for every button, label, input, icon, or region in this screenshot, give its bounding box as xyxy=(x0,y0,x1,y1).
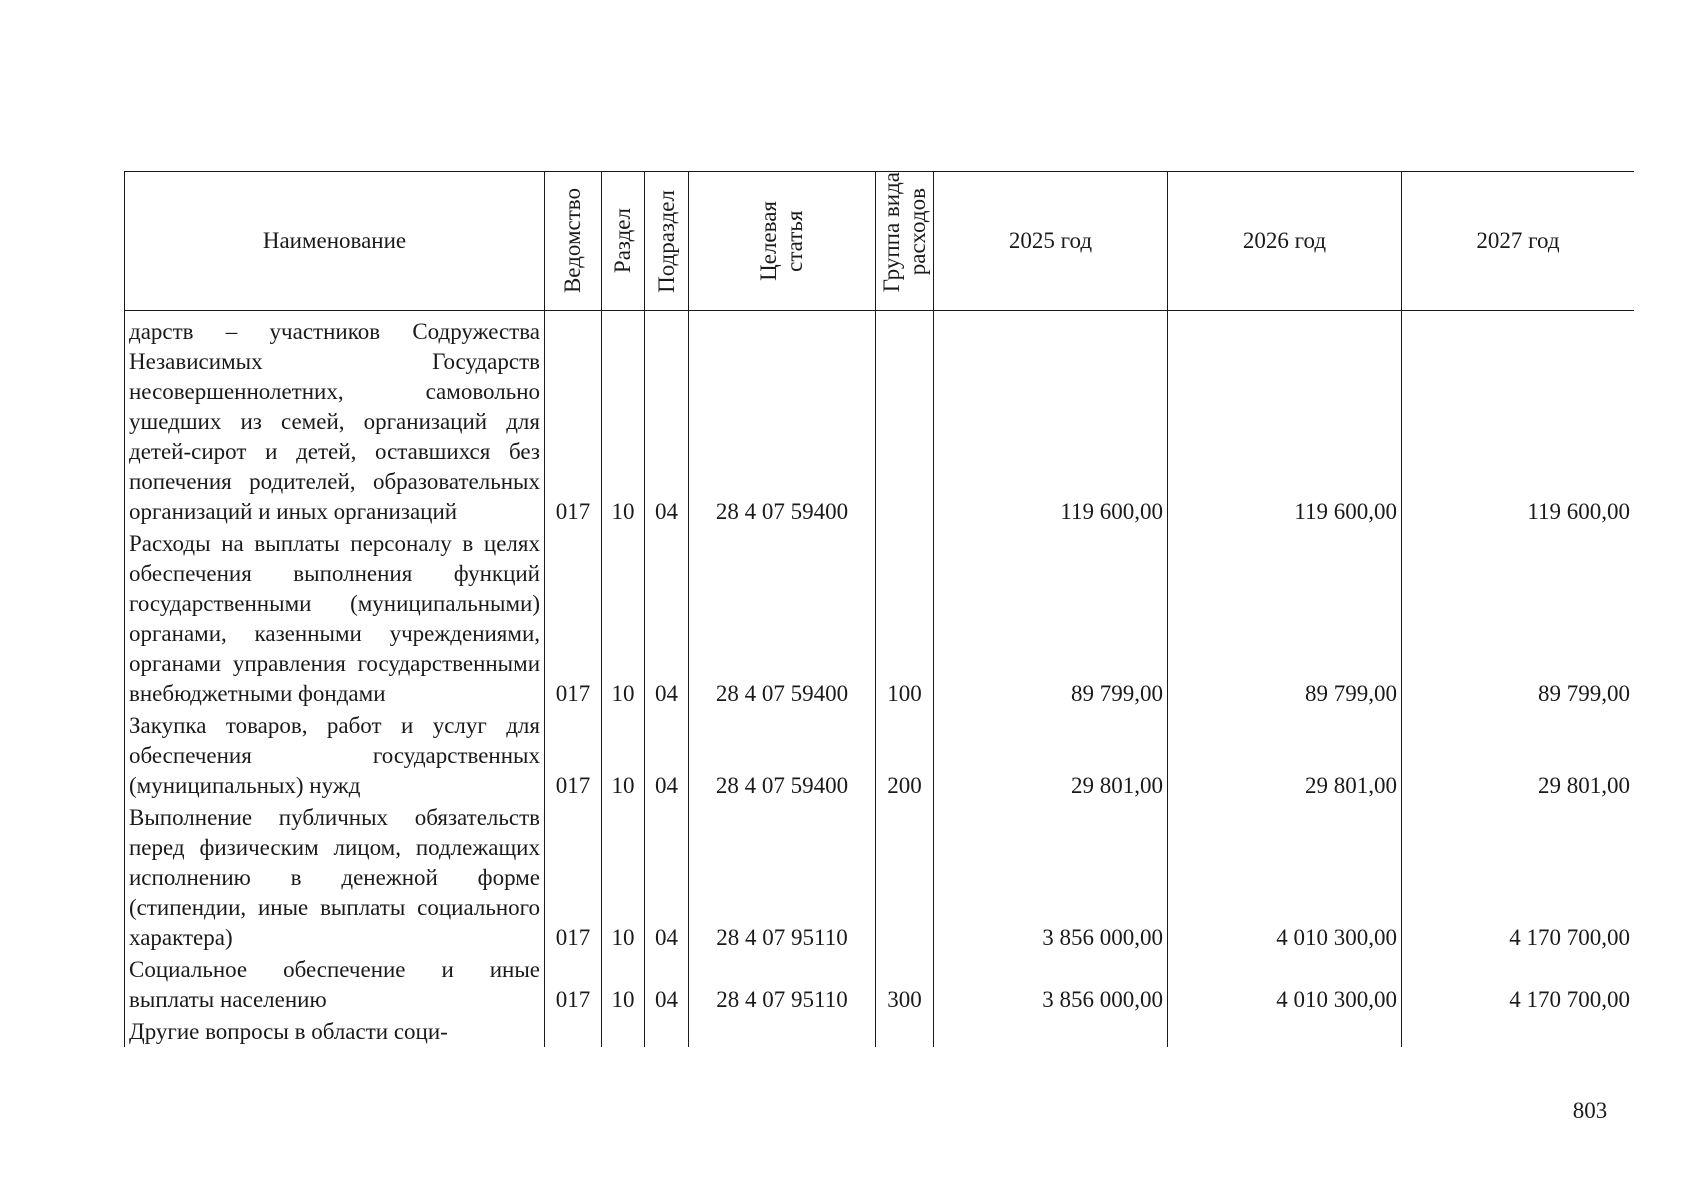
row-2027: 4 170 700,00 xyxy=(1402,801,1635,953)
empty-cell xyxy=(545,1015,602,1047)
header-2026: 2026 год xyxy=(1168,172,1402,311)
row-podrazdel: 04 xyxy=(645,527,689,709)
row-podrazdel: 04 xyxy=(645,953,689,1015)
row-vedomstvo: 017 xyxy=(545,709,602,801)
row-tselevaya: 28 4 07 59400 xyxy=(689,709,876,801)
empty-cell xyxy=(934,1015,1168,1047)
table-header-row xyxy=(125,172,1635,311)
row-tselevaya: 28 4 07 59400 xyxy=(689,527,876,709)
table-row xyxy=(125,953,1635,1015)
header-vedomstvo: Ведомство xyxy=(545,172,602,311)
empty-cell xyxy=(876,1015,934,1047)
budget-table xyxy=(124,171,1634,1047)
table-row xyxy=(125,709,1635,801)
row-gruppa: 100 xyxy=(876,527,934,709)
page-number: 803 xyxy=(1572,1098,1608,1123)
header-name: Наименование xyxy=(125,172,545,311)
row-tselevaya: 28 4 07 59400 xyxy=(689,311,876,528)
empty-cell xyxy=(1402,1015,1635,1047)
row-vedomstvo: 017 xyxy=(545,527,602,709)
table-row-continued xyxy=(125,1015,1635,1047)
row-2027: 89 799,00 xyxy=(1402,527,1635,709)
row-podrazdel: 04 xyxy=(645,801,689,953)
row-2026: 4 010 300,00 xyxy=(1168,953,1402,1015)
row-name: Расходы на выплаты персоналу в целях обеспечения выполнения функций государственными (муниципальными) органами, казенными учреждениями, органами управления государственными внебюджетными фондами xyxy=(125,527,545,709)
row-name: Выполнение публичных обязательств перед физическим лицом, подлежащих исполнению в денежной форме (стипендии, иные выплаты социального характера) xyxy=(125,801,545,953)
row-vedomstvo: 017 xyxy=(545,953,602,1015)
row-name: Закупка товаров, работ и услуг для обеспечения государственных (муниципальных) нужд xyxy=(125,709,545,801)
row-razdel: 10 xyxy=(602,527,645,709)
row-tselevaya: 28 4 07 95110 xyxy=(689,953,876,1015)
row-2026: 29 801,00 xyxy=(1168,709,1402,801)
row-name: Другие вопросы в области соци- xyxy=(125,1015,545,1047)
row-2025: 3 856 000,00 xyxy=(934,953,1168,1015)
row-podrazdel: 04 xyxy=(645,709,689,801)
row-gruppa: 200 xyxy=(876,709,934,801)
empty-cell xyxy=(602,1015,645,1047)
table-row xyxy=(125,801,1635,953)
header-2025: 2025 год xyxy=(934,172,1168,311)
header-podrazdel: Подраздел xyxy=(645,172,689,311)
row-2025: 3 856 000,00 xyxy=(934,801,1168,953)
row-gruppa xyxy=(876,801,934,953)
empty-cell xyxy=(1168,1015,1402,1047)
row-name: дарств – участников Содружества Независимых Государств несовершеннолетних, самовольно ушедших из семей, организаций для детей-сирот и детей, оставшихся без попечения родителей, образовательных организаций и иных организаций xyxy=(125,311,545,528)
header-2027: 2027 год xyxy=(1402,172,1635,311)
row-gruppa xyxy=(876,311,934,528)
row-razdel: 10 xyxy=(602,953,645,1015)
row-podrazdel: 04 xyxy=(645,311,689,528)
row-vedomstvo: 017 xyxy=(545,801,602,953)
row-razdel: 10 xyxy=(602,709,645,801)
row-gruppa: 300 xyxy=(876,953,934,1015)
row-2025: 29 801,00 xyxy=(934,709,1168,801)
header-razdel: Раздел xyxy=(602,172,645,311)
row-razdel: 10 xyxy=(602,801,645,953)
row-2025: 119 600,00 xyxy=(934,311,1168,528)
empty-cell xyxy=(689,1015,876,1047)
row-razdel: 10 xyxy=(602,311,645,528)
row-tselevaya: 28 4 07 95110 xyxy=(689,801,876,953)
table-row xyxy=(125,311,1635,528)
row-2027: 4 170 700,00 xyxy=(1402,953,1635,1015)
row-name: Социальное обеспечение и иные выплаты населению xyxy=(125,953,545,1015)
empty-cell xyxy=(645,1015,689,1047)
header-gruppa: Группа вида расходов xyxy=(876,172,934,311)
header-tselevaya: Целевая статья xyxy=(689,172,876,311)
table-row xyxy=(125,527,1635,709)
row-2025: 89 799,00 xyxy=(934,527,1168,709)
row-2026: 119 600,00 xyxy=(1168,311,1402,528)
row-2027: 119 600,00 xyxy=(1402,311,1635,528)
row-2027: 29 801,00 xyxy=(1402,709,1635,801)
budget-table-container xyxy=(124,171,1634,1091)
row-vedomstvo: 017 xyxy=(545,311,602,528)
row-2026: 89 799,00 xyxy=(1168,527,1402,709)
row-2026: 4 010 300,00 xyxy=(1168,801,1402,953)
